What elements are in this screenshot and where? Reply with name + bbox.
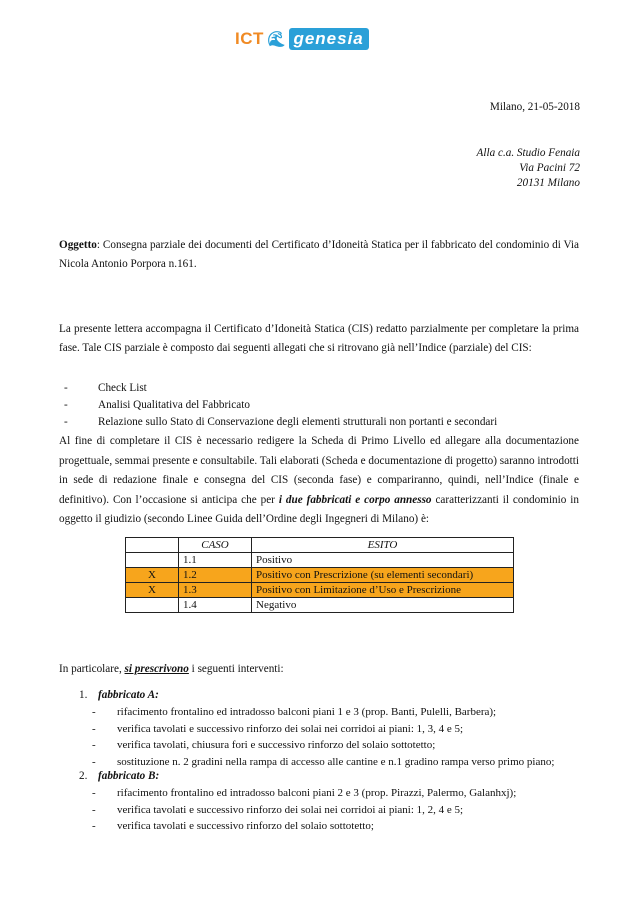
table-header-cell: ESITO <box>252 538 514 553</box>
row-esito: Positivo con Prescrizione (su elementi secondari) <box>252 568 514 583</box>
partic-post: i seguenti interventi: <box>188 663 284 675</box>
recipient-line: Alla c.a. Studio Fenaia <box>476 147 580 159</box>
logo-genesia: genesia <box>289 28 368 50</box>
body-paragraph <box>59 432 579 530</box>
section-number: 2. <box>79 770 88 782</box>
company-logo <box>235 28 369 50</box>
table-header-cell: CASO <box>179 538 252 553</box>
row-mark: X <box>126 568 179 583</box>
partic-emphasis: si prescrivono <box>124 663 189 675</box>
list-item: - verifica tavolati, chiusura fori e successivo rinforzo del solaio sottotetto; <box>92 737 554 754</box>
table-row-highlighted <box>126 583 514 598</box>
row-esito: Positivo con Limitazione d’Uso e Prescrizione <box>252 583 514 598</box>
row-caso: 1.4 <box>179 598 252 613</box>
section-title: fabbricato B: <box>98 770 160 782</box>
logo-ict: ICT <box>235 29 264 48</box>
body-emphasis: i due fabbricati e corpo annesso <box>278 493 432 506</box>
row-mark <box>126 553 179 568</box>
recipient-address <box>477 146 580 191</box>
prescriptions-intro <box>59 660 579 679</box>
section-heading-a <box>79 689 159 701</box>
row-caso: 1.3 <box>179 583 252 598</box>
list-item: - rifacimento frontalino ed intradosso balconi piani 1 e 3 (prop. Banti, Pulelli, Barbera); <box>92 704 554 721</box>
row-caso: 1.1 <box>179 553 252 568</box>
subject-text: : Consegna parziale dei documenti del Certificato d’Idoneità Statica per il fabbricato del condominio di Via Nicola Antonio Porpora n.161. <box>59 239 579 270</box>
intro-paragraph: La presente lettera accompagna il Certificato d’Idoneità Statica (CIS) redatto parzialmente per completare la prima fase. Tale CIS parziale è composto dai seguenti allegati che si ritrovano già nell’Indice (parziale) del CIS: <box>59 323 579 354</box>
list-item: - verifica tavolati e successivo rinforzo del solaio sottotetto; <box>92 818 516 835</box>
subject-paragraph <box>59 236 579 274</box>
row-esito: Negativo <box>252 598 514 613</box>
section-heading-b <box>79 770 159 782</box>
row-caso: 1.2 <box>179 568 252 583</box>
letter-date: Milano, 21-05-2018 <box>489 101 580 113</box>
row-mark <box>126 598 179 613</box>
body-text-post: caratterizzanti il condominio in oggetto il giudizio (secondo Linee Guida dell’Ordine degli Ingegneri di Milano) è: <box>59 493 579 525</box>
section-a-items <box>92 704 554 770</box>
table-row <box>126 553 514 568</box>
list-item: - rifacimento frontalino ed intradosso balconi piani 2 e 3 (prop. Pirazzi, Palermo, Galanhxj); <box>92 785 516 802</box>
result-table <box>125 537 514 613</box>
section-b-items <box>92 785 516 835</box>
table-header-row <box>126 538 514 553</box>
attachment-item: - Relazione sullo Stato di Conservazione degli elementi strutturali non portanti e secondari <box>64 414 497 431</box>
list-item: - verifica tavolati e successivo rinforzo dei solai nei corridoi ai piani: 1, 3, 4 e 5; <box>92 721 554 738</box>
table-row <box>126 598 514 613</box>
body-text-pre: Al fine di completare il CIS è necessario redigere la Scheda di Primo Livello ed allegare alla documentazione progettuale, semmai presente e consultabile. Tali elaborati (Scheda e documentazione di progetto) saranno introdotti in sede di redazione finale e consegna del CIS (seconda fase) e compariranno, quindi, nell’Indice (finale e definitivo). Con l’occasione si anticipa che per <box>59 435 579 506</box>
section-number: 1. <box>79 689 88 701</box>
row-esito: Positivo <box>252 553 514 568</box>
recipient-line: Via Pacini 72 <box>519 162 580 174</box>
attachments-list <box>64 380 497 431</box>
table-header-cell <box>126 538 179 553</box>
partic-pre: In particolare, <box>59 663 125 675</box>
row-mark: X <box>126 583 179 598</box>
list-item: - verifica tavolati e successivo rinforzo dei solai nei corridoi ai piani: 1, 2, 4 e 5; <box>92 802 516 819</box>
recipient-line: 20131 Milano <box>516 177 580 189</box>
subject-label: Oggetto <box>59 239 97 251</box>
section-title: fabbricato A: <box>98 689 159 701</box>
logo-swirl-icon: 🌊︎ <box>266 31 287 48</box>
table-row-highlighted <box>126 568 514 583</box>
attachment-item: - Analisi Qualitativa del Fabbricato <box>64 397 497 414</box>
attachment-item: - Check List <box>64 380 497 397</box>
list-item: - sostituzione n. 2 gradini nella rampa di accesso alle cantine e n.1 gradino rampa verso primo piano; <box>92 754 554 771</box>
